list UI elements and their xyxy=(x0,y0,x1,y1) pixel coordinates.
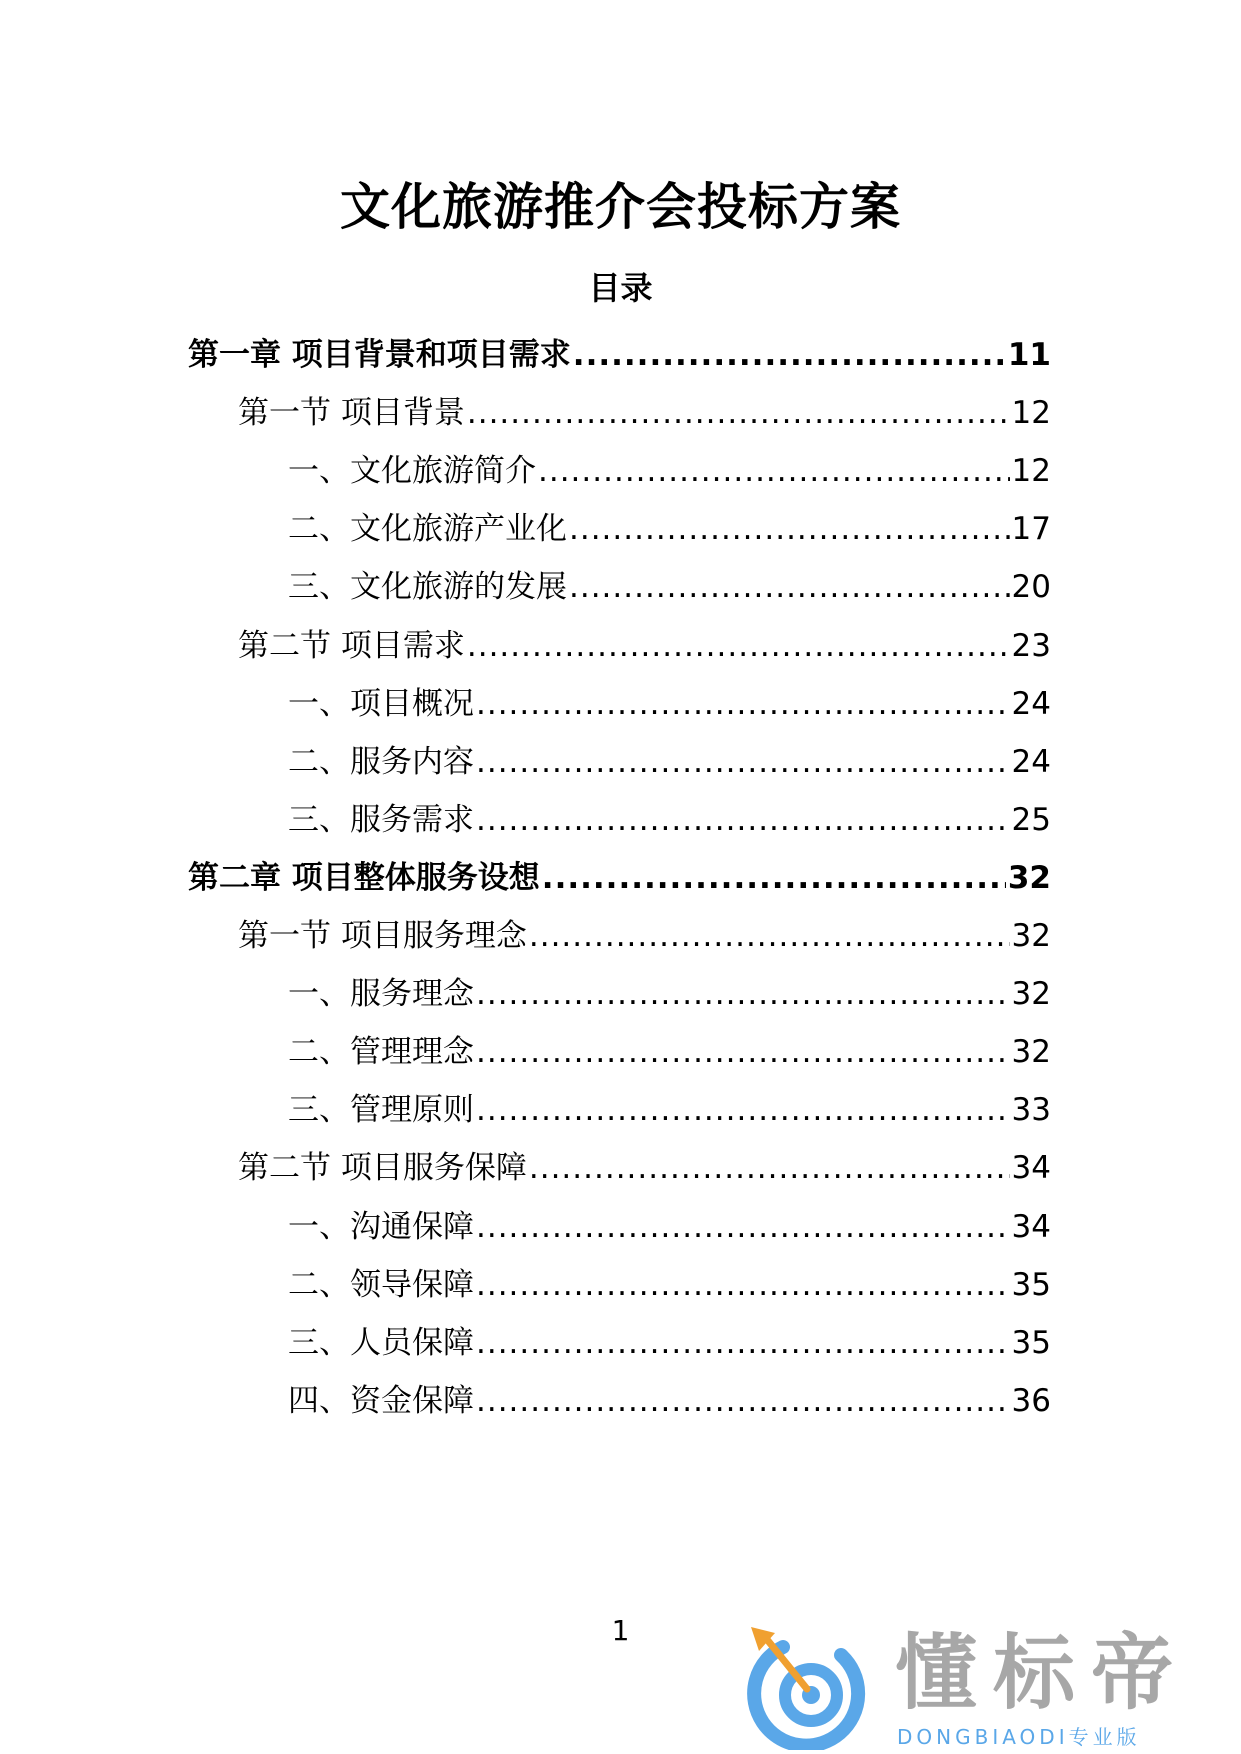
toc-entry-title: 第一章 项目背景和项目需求 xyxy=(188,337,571,373)
toc-entry-title: 第二节 项目服务保障 xyxy=(238,1150,527,1187)
toc-leader xyxy=(569,509,1010,549)
toc-entry-page: 11 xyxy=(1007,337,1051,373)
toc-entry-page: 35 xyxy=(1011,1266,1051,1303)
toc-entry-page: 34 xyxy=(1011,1150,1051,1187)
toc-entry-title: 二、管理理念 xyxy=(288,1034,474,1071)
toc-leader xyxy=(476,974,1010,1014)
toc-entry-title: 三、人员保障 xyxy=(288,1324,474,1361)
toc-entry[interactable] xyxy=(288,1080,1051,1130)
toc-entry[interactable] xyxy=(288,732,1051,782)
toc-entry-page: 36 xyxy=(1011,1382,1051,1419)
toc-leader xyxy=(476,1207,1010,1247)
toc-entry[interactable] xyxy=(288,790,1051,840)
toc-entry[interactable] xyxy=(238,906,1051,956)
toc-entry-title: 三、管理原则 xyxy=(288,1092,474,1129)
toc-entry-page: 17 xyxy=(1011,511,1051,548)
toc-leader xyxy=(467,393,1010,433)
toc-entry[interactable] xyxy=(288,1313,1051,1363)
toc-leader xyxy=(476,1032,1010,1072)
toc-leader xyxy=(467,626,1010,666)
toc-entry[interactable] xyxy=(238,1138,1051,1188)
toc-entry-page: 24 xyxy=(1011,743,1051,780)
toc-entry[interactable] xyxy=(288,674,1051,724)
toc-entry-title: 三、文化旅游的发展 xyxy=(288,569,567,606)
toc-leader xyxy=(476,800,1010,840)
page-number: 1 xyxy=(611,1614,630,1647)
toc-entry-title: 二、文化旅游产业化 xyxy=(288,511,567,548)
toc-leader xyxy=(476,1090,1010,1130)
toc-entry-page: 24 xyxy=(1011,685,1051,722)
toc-entry[interactable] xyxy=(188,325,1051,375)
target-arrow-icon xyxy=(745,1625,875,1750)
toc-entry[interactable] xyxy=(288,1022,1051,1072)
toc-entry[interactable] xyxy=(288,964,1051,1014)
toc-entry-page: 32 xyxy=(1011,918,1051,954)
watermark-name: 懂标帝 xyxy=(895,1626,1190,1721)
toc-entry[interactable] xyxy=(288,557,1051,607)
toc-leader xyxy=(542,858,1006,898)
toc-entry-title: 一、服务理念 xyxy=(288,976,474,1013)
toc-entry-title: 第一节 项目服务理念 xyxy=(238,918,527,954)
toc-leader xyxy=(529,1148,1010,1188)
toc-entry-title: 第二章 项目整体服务设想 xyxy=(188,859,540,896)
watermark-logo xyxy=(745,1625,1235,1750)
toc-entry-page: 25 xyxy=(1011,801,1051,838)
toc-leader xyxy=(476,1323,1010,1363)
toc-entry-page: 20 xyxy=(1011,569,1051,606)
toc-entry-title: 一、沟通保障 xyxy=(288,1208,474,1245)
toc-entry[interactable] xyxy=(288,1255,1051,1305)
toc-entry-title: 二、服务内容 xyxy=(288,743,474,780)
toc-leader xyxy=(573,335,1006,375)
toc-entry[interactable] xyxy=(238,383,1051,433)
document-title: 文化旅游推介会投标方案 xyxy=(340,178,901,236)
toc-leader xyxy=(476,684,1010,724)
toc-entry-page: 34 xyxy=(1011,1208,1051,1245)
toc-leader xyxy=(569,567,1010,607)
toc-entry-title: 一、文化旅游简介 xyxy=(288,453,536,490)
toc-leader xyxy=(476,1381,1010,1421)
toc-entry[interactable] xyxy=(288,1197,1051,1247)
toc-entry-page: 12 xyxy=(1011,453,1051,490)
toc-entry-title: 一、项目概况 xyxy=(288,685,474,722)
watermark-subtitle: DONGBIAODI专业版 xyxy=(897,1725,1141,1749)
toc-entry[interactable] xyxy=(238,616,1051,666)
toc-entry[interactable] xyxy=(288,441,1051,491)
toc-entry[interactable] xyxy=(288,1371,1051,1421)
toc-entry-title: 第一节 项目背景 xyxy=(238,395,465,432)
toc-heading: 目录 xyxy=(588,269,653,307)
toc-leader xyxy=(529,916,1010,956)
toc-entry-page: 12 xyxy=(1011,395,1051,432)
toc-entry-title: 三、服务需求 xyxy=(288,801,474,838)
toc-entry-page: 32 xyxy=(1011,976,1051,1013)
toc-entry-page: 32 xyxy=(1007,859,1051,896)
toc-entry-title: 二、领导保障 xyxy=(288,1266,474,1303)
toc-entry[interactable] xyxy=(188,848,1051,898)
toc-entry-title: 四、资金保障 xyxy=(288,1382,474,1419)
toc-entry[interactable] xyxy=(288,499,1051,549)
toc-leader xyxy=(476,1265,1010,1305)
toc-leader xyxy=(538,451,1010,491)
toc-entry-page: 23 xyxy=(1011,627,1051,664)
toc-entry-page: 32 xyxy=(1011,1034,1051,1071)
toc-leader xyxy=(476,742,1010,782)
toc-entry-title: 第二节 项目需求 xyxy=(238,627,465,664)
toc-entry-page: 35 xyxy=(1011,1324,1051,1361)
toc-entry-page: 33 xyxy=(1011,1092,1051,1129)
